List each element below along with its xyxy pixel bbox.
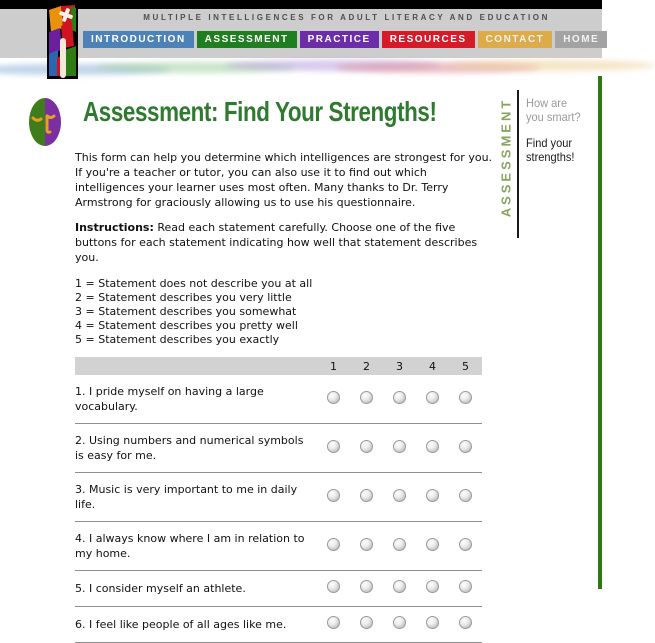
sidebar-link-find-your-strengths[interactable]: Find your strengths! (526, 136, 575, 164)
radio-q1-3[interactable] (393, 391, 406, 404)
nav-item-practice[interactable]: PRACTICE (300, 31, 379, 48)
nav-item-introduction[interactable]: INTRODUCTION (83, 31, 194, 48)
question-row-2 (75, 424, 482, 473)
radio-q5-1[interactable] (327, 580, 340, 593)
site-logo[interactable] (47, 2, 78, 79)
stained-glass-logo-icon (47, 2, 78, 79)
rating-scale-legend (75, 277, 495, 347)
radio-q5-2[interactable] (360, 580, 373, 593)
radio-q3-2[interactable] (360, 489, 373, 502)
radio-q1-1[interactable] (327, 391, 340, 404)
question-row-3 (75, 473, 482, 522)
radio-q1-2[interactable] (360, 391, 373, 404)
radio-q3-3[interactable] (393, 489, 406, 502)
instructions-paragraph (75, 220, 495, 265)
nav-item-resources[interactable]: RESOURCES (382, 31, 475, 48)
watercolor-band (0, 58, 602, 76)
radio-q2-3[interactable] (393, 440, 406, 453)
radio-q3-4[interactable] (426, 489, 439, 502)
smudge-orange (450, 60, 655, 71)
top-black-bar (0, 0, 602, 9)
radio-q4-4[interactable] (426, 538, 439, 551)
page-title: Assessment: Find Your Strengths! (83, 96, 437, 127)
instructions-text: Read each statement carefully. Choose one of the five buttons for each statement indicating how well that statement describes you. (75, 221, 478, 264)
nav-item-assessment[interactable]: ASSESSMENT (197, 31, 297, 48)
mask-icon (27, 97, 63, 147)
column-header-5: 5 (462, 359, 469, 373)
question-row-4 (75, 522, 482, 571)
radio-q2-2[interactable] (360, 440, 373, 453)
table-header-row (75, 357, 482, 375)
radio-q6-3[interactable] (393, 616, 406, 629)
radio-q6-4[interactable] (426, 616, 439, 629)
question-text-3: 3. Music is very important to me in daily life. (75, 483, 298, 511)
question-row-5 (75, 571, 482, 607)
radio-q4-2[interactable] (360, 538, 373, 551)
radio-q4-1[interactable] (327, 538, 340, 551)
radio-q6-1[interactable] (327, 616, 340, 629)
radio-q1-5[interactable] (459, 391, 472, 404)
column-header-4: 4 (429, 359, 436, 373)
intro-paragraph: This form can help you determine which intelligences are strongest for you. If you're a teacher or tutor, you can also use it to find out which intelligences your learner uses most often. Many thanks to Dr. Terry Armstrong for graciously allowing us to use his questionnaire. (75, 151, 493, 209)
question-row-6 (75, 607, 482, 643)
question-row-1 (75, 375, 482, 424)
radio-q4-3[interactable] (393, 538, 406, 551)
instructions-label: Instructions: (75, 221, 154, 234)
main-nav (83, 31, 607, 48)
question-text-2: 2. Using numbers and numerical symbols is easy for me. (75, 434, 304, 462)
sidebar-section-label: ASSESSMENT (498, 97, 514, 218)
radio-q2-5[interactable] (459, 440, 472, 453)
radio-q3-5[interactable] (459, 489, 472, 502)
column-header-1: 1 (330, 359, 337, 373)
radio-q2-1[interactable] (327, 440, 340, 453)
scale-line-4: 4 = Statement describes you pretty well (75, 319, 298, 332)
radio-q5-3[interactable] (393, 580, 406, 593)
radio-q5-5[interactable] (459, 580, 472, 593)
nav-item-home[interactable]: HOME (555, 31, 607, 48)
radio-q1-4[interactable] (426, 391, 439, 404)
scale-line-5: 5 = Statement describes you exactly (75, 333, 280, 346)
question-text-5: 5. I consider myself an athlete. (75, 582, 246, 595)
radio-q6-5[interactable] (459, 616, 472, 629)
radio-q2-4[interactable] (426, 440, 439, 453)
scale-line-3: 3 = Statement describes you somewhat (75, 305, 297, 318)
questions-table (75, 357, 482, 643)
radio-q4-5[interactable] (459, 538, 472, 551)
radio-q5-4[interactable] (426, 580, 439, 593)
question-text-4: 4. I always know where I am in relation to my home. (75, 532, 305, 560)
column-header-2: 2 (363, 359, 370, 373)
sidebar-link-how-are-you-smart[interactable]: How are you smart? (526, 96, 581, 124)
nav-item-contact[interactable]: CONTACT (478, 31, 553, 48)
right-accent-strip (598, 76, 602, 589)
question-text-1: 1. I pride myself on having a large vocabulary. (75, 385, 264, 413)
radio-q6-2[interactable] (360, 616, 373, 629)
scale-line-2: 2 = Statement describes you very little (75, 291, 292, 304)
scale-line-1: 1 = Statement does not describe you at all (75, 277, 313, 290)
site-title: MULTIPLE INTELLIGENCES FOR ADULT LITERACY AND EDUCATION (143, 13, 550, 22)
radio-q3-1[interactable] (327, 489, 340, 502)
column-header-3: 3 (396, 359, 403, 373)
main-content (75, 150, 495, 643)
sidebar-links (526, 96, 590, 164)
question-text-6: 6. I feel like people of all ages like me. (75, 618, 287, 631)
